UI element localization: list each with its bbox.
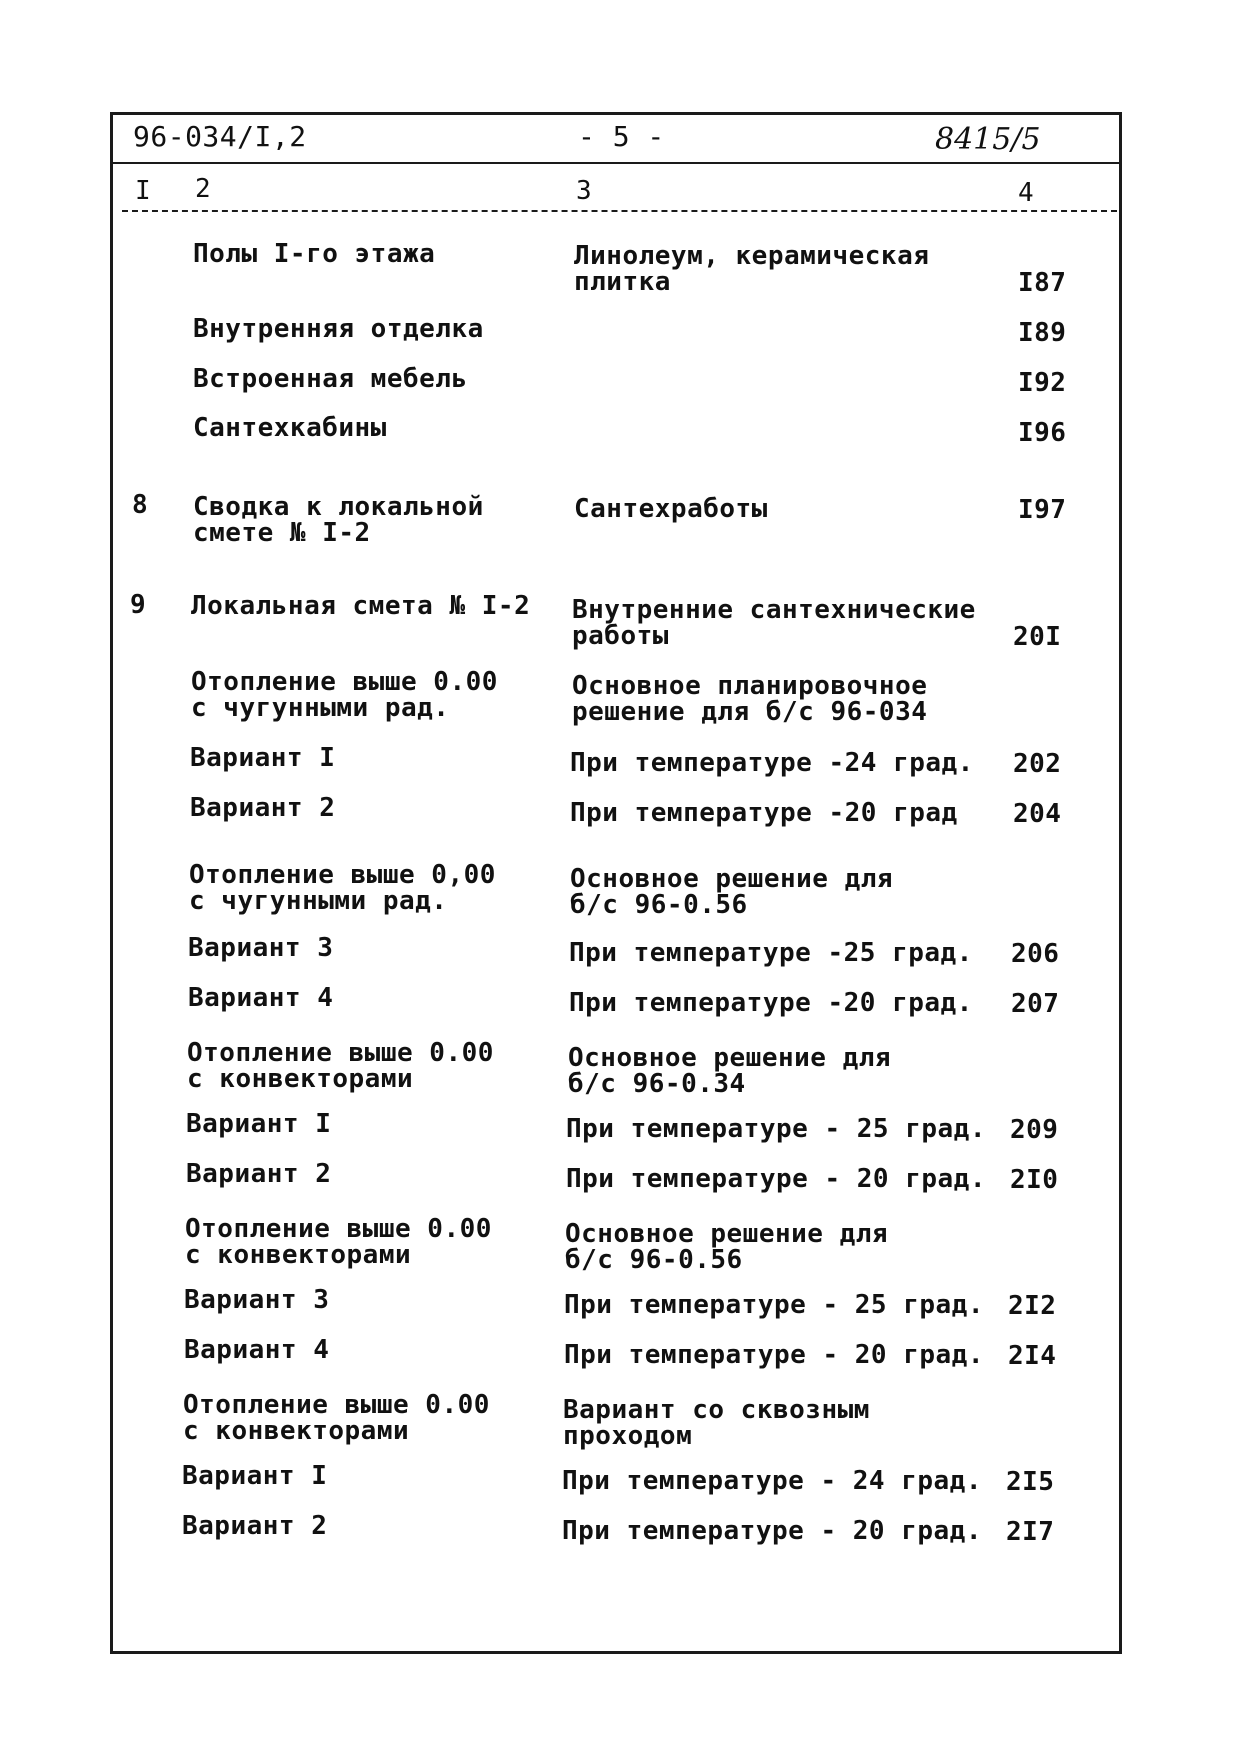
row-desc: Основное решение для б/с 96-0.56: [565, 1219, 889, 1275]
row-desc: Внутренние сантехнические работы: [572, 595, 976, 651]
row-name: Вариант I: [186, 1109, 332, 1139]
row-name: Вариант 2: [182, 1511, 328, 1541]
row-name: Отопление выше 0.00 с конвекторами: [183, 1390, 490, 1446]
row-desc: Основное решение для б/с 96-0.34: [568, 1043, 892, 1099]
row-name: Отопление выше 0.00 с конвекторами: [187, 1038, 494, 1094]
column-header-3: 3: [576, 176, 593, 206]
row-page: 2I5: [1006, 1467, 1055, 1497]
row-page: I92: [1018, 368, 1067, 398]
row-name: Вариант 2: [190, 793, 336, 823]
row-page: 2I4: [1008, 1341, 1057, 1371]
row-number: 8: [132, 490, 149, 520]
row-page: 202: [1013, 749, 1062, 779]
row-name: Вариант 3: [184, 1285, 330, 1315]
row-name: Вариант 3: [188, 933, 334, 963]
row-name: Полы I-го этажа: [193, 239, 436, 269]
row-desc: При температуре -24 град.: [570, 748, 974, 778]
row-page: 206: [1011, 939, 1060, 969]
row-desc: При температуре - 20 град.: [566, 1164, 986, 1194]
row-number: 9: [130, 590, 147, 620]
row-page: I97: [1018, 495, 1067, 525]
row-desc: Сантехработы: [574, 494, 768, 524]
row-name: Локальная смета № I-2: [191, 591, 531, 621]
row-page: 20I: [1013, 622, 1062, 652]
row-name: Внутренняя отделка: [193, 314, 484, 344]
row-name: Сводка к локальной смете № I-2: [193, 492, 484, 548]
row-desc: При температуре - 25 град.: [566, 1114, 986, 1144]
row-desc: Основное решение для б/с 96-0.56: [570, 864, 894, 920]
row-desc: При температуре -25 град.: [569, 938, 973, 968]
row-page: I89: [1018, 318, 1067, 348]
header-divider: [110, 162, 1122, 164]
row-page: I96: [1018, 418, 1067, 448]
row-name: Вариант I: [190, 743, 336, 773]
column-header-2: 2: [195, 174, 212, 204]
row-desc: При температуре -20 град.: [569, 988, 973, 1018]
row-page: 2I2: [1008, 1291, 1057, 1321]
row-desc: При температуре - 24 град.: [562, 1466, 982, 1496]
row-name: Вариант 4: [188, 983, 334, 1013]
row-name: Отопление выше 0.00 с конвекторами: [185, 1214, 492, 1270]
row-name: Вариант 4: [184, 1335, 330, 1365]
row-name: Вариант 2: [186, 1159, 332, 1189]
column-header-4: 4: [1018, 178, 1035, 208]
row-page: 209: [1010, 1115, 1059, 1145]
row-desc: При температуре - 20 град.: [564, 1340, 984, 1370]
row-page: 204: [1013, 799, 1062, 829]
row-desc: При температуре -20 град: [570, 798, 958, 828]
row-name: Отопление выше 0.00 с чугунными рад.: [191, 667, 498, 723]
row-page: 2I7: [1006, 1517, 1055, 1547]
row-desc: Основное планировочное решение для б/с 96-034: [572, 671, 928, 727]
column-header-1: I: [135, 176, 152, 206]
row-name: Вариант I: [182, 1461, 328, 1491]
doc-code: 96-034/I,2: [133, 120, 307, 153]
row-page: I87: [1018, 268, 1067, 298]
row-page: 2I0: [1010, 1165, 1059, 1195]
row-name: Встроенная мебель: [193, 364, 468, 394]
row-desc: Линолеум, керамическая плитка: [574, 241, 930, 297]
row-page: 207: [1011, 989, 1060, 1019]
row-name: Отопление выше 0,00 с чугунными рад.: [189, 860, 496, 916]
archive-number: 8415/5: [935, 122, 1041, 157]
page-number: - 5 -: [578, 120, 665, 153]
row-desc: При температуре - 25 град.: [564, 1290, 984, 1320]
row-desc: При температуре - 20 град.: [562, 1516, 982, 1546]
row-name: Сантехкабины: [193, 413, 387, 443]
row-desc: Вариант со сквозным проходом: [563, 1395, 870, 1451]
column-header-divider: [122, 210, 1117, 212]
